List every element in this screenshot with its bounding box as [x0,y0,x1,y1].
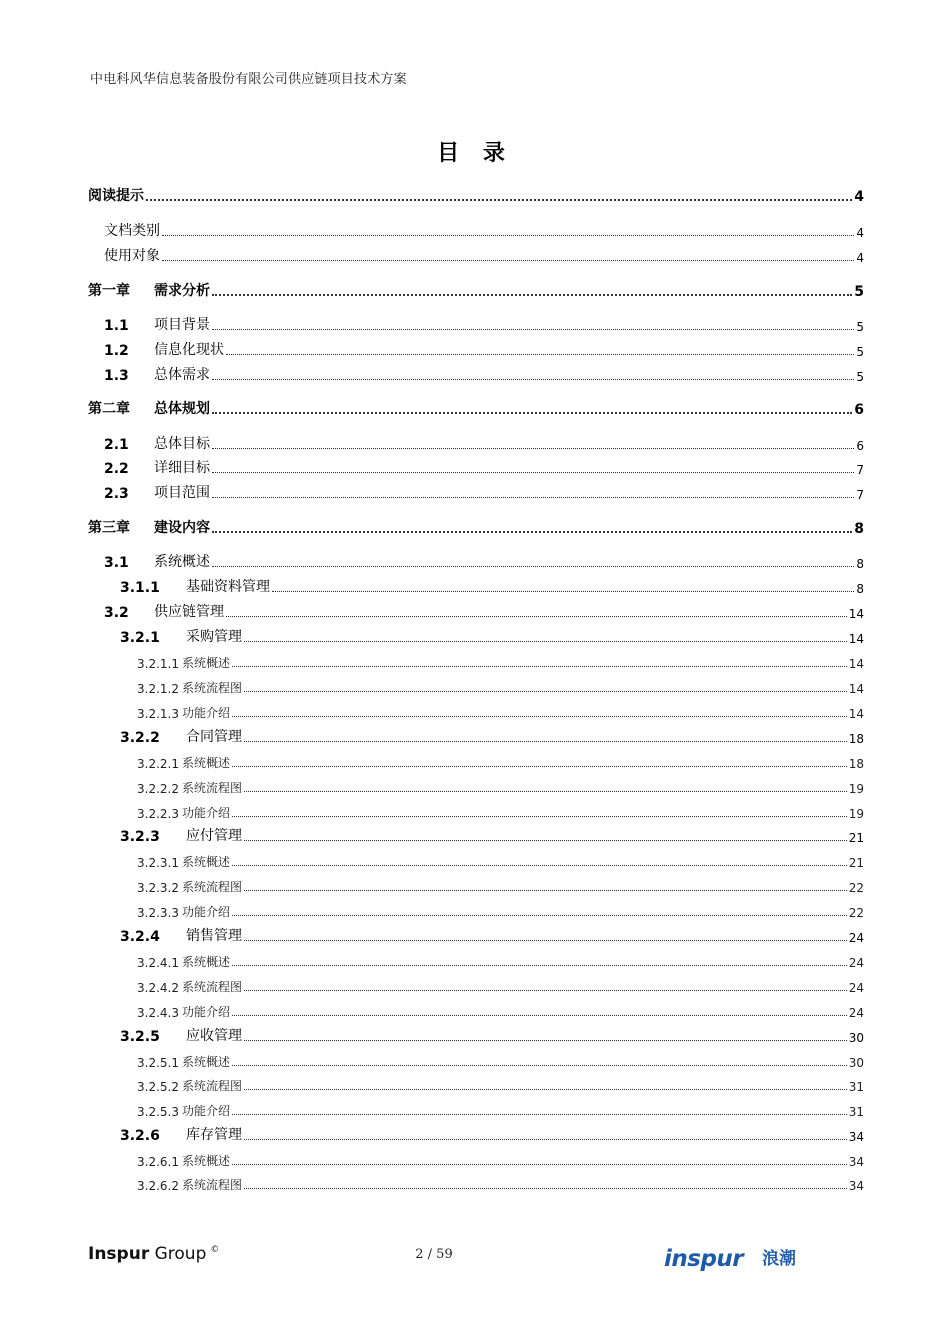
toc-dot-leader [244,940,847,941]
toc-dot-leader [244,990,847,991]
toc-dot-leader [272,591,854,592]
toc-entry-page: 19 [848,807,864,821]
toc-entry[interactable] [88,651,864,671]
toc-entry-number: 3.2.1.1 [137,657,179,671]
toc-dot-leader [146,199,852,201]
toc-entry[interactable] [88,339,864,359]
toc-entry-page: 7 [856,463,864,477]
toc-entry[interactable] [88,726,864,746]
toc-entry-title: 总体规划 [154,401,210,417]
logo-wordmark-latin: inspur [664,1246,744,1271]
toc-entry-title: 功能介绍 [181,806,230,820]
toc-entry[interactable] [88,1025,864,1045]
toc-entry-title: 项目背景 [154,317,210,333]
toc-entry-number: 1.2 [104,343,129,359]
toc-entry-page: 31 [848,1105,864,1119]
toc-entry-page: 30 [848,1056,864,1070]
toc-entry-number: 3.2.1 [120,630,160,646]
toc-dot-leader [232,915,847,916]
toc-entry-number: 3.2.4.3 [137,1006,179,1020]
footer-brand-bold: Inspur [88,1244,150,1264]
toc-entry-title: 基础资料管理 [186,579,270,595]
toc-entry-page: 7 [856,488,864,502]
toc-entry-title: 功能介绍 [181,1104,230,1118]
toc-dot-leader [232,1015,847,1016]
toc-dot-leader [232,965,847,966]
toc-entry-page: 14 [848,707,864,721]
toc-entry-number: 3.2.3.2 [137,881,179,895]
toc-entry[interactable] [88,551,864,571]
toc-entry[interactable] [88,601,864,621]
toc-entry[interactable] [88,925,864,945]
toc-entry-number: 3.1 [104,555,129,571]
toc-entry[interactable] [88,482,864,502]
toc-dot-leader [212,412,852,414]
toc-entry-number: 3.2.5 [120,1029,160,1045]
toc-entry[interactable] [88,776,864,796]
toc-dot-leader [232,865,847,866]
toc-dot-leader [162,260,854,261]
toc-entry-page: 6 [854,402,864,418]
toc-entry-title: 库存管理 [186,1127,242,1143]
toc-entry-title: 总体需求 [154,367,210,383]
toc-entry[interactable] [88,626,864,646]
toc-entry-number: 3.2.4.2 [137,981,179,995]
toc-entry[interactable] [88,751,864,771]
toc-entry-page: 18 [848,757,864,771]
toc-entry-title: 建设内容 [154,520,210,536]
toc-entry[interactable] [88,1149,864,1169]
toc-entry-number: 3.2.6.1 [137,1155,179,1169]
toc-dot-leader [244,1089,847,1090]
toc-entry-page: 14 [848,607,864,621]
toc-dot-leader [232,766,847,767]
toc-entry-page: 18 [848,732,864,746]
toc-entry-number: 3.1.1 [120,580,160,596]
toc-entry-page: 24 [848,931,864,945]
toc-entry-number: 2.1 [104,437,129,453]
toc-entry-page: 34 [848,1179,864,1193]
toc-dot-leader [212,472,854,473]
toc-entry-page: 8 [854,521,864,537]
toc-entry[interactable] [88,314,864,334]
toc-entry-page: 14 [848,682,864,696]
toc-entry-title: 系统概述 [181,1154,230,1168]
toc-entry-page: 21 [848,856,864,870]
toc-entry-number: 3.2.5.3 [137,1105,179,1119]
toc-entry[interactable] [88,1124,864,1144]
toc-dot-leader [232,1114,847,1115]
toc-entry-title: 功能介绍 [181,1005,230,1019]
toc-entry-page: 5 [856,345,864,359]
toc-entry-title: 信息化现状 [154,342,224,358]
toc-entry-number: 第二章 [88,401,130,417]
toc-entry-number: 3.2.1.3 [137,707,179,721]
toc-entry[interactable] [88,850,864,870]
toc-entry-page: 8 [856,557,864,571]
toc-entry-title: 合同管理 [186,729,242,745]
toc-dot-leader [226,354,854,355]
toc-entry[interactable] [88,801,864,821]
toc-entry-title: 项目范围 [154,485,210,501]
toc-entry-page: 22 [848,881,864,895]
toc-entry-number: 3.2.1.2 [137,682,179,696]
toc-title: 目 录 [437,140,513,166]
toc-entry[interactable] [88,1000,864,1020]
toc-dot-leader [212,379,854,380]
toc-dot-leader [244,1139,847,1140]
toc-entry[interactable] [88,364,864,384]
toc-entry-title: 功能介绍 [181,706,230,720]
toc-entry-number: 3.2.3.3 [137,906,179,920]
toc-entry-number: 3.2.2.3 [137,807,179,821]
toc-entry-title: 系统流程图 [181,781,242,795]
toc-entry[interactable] [88,185,864,205]
toc-entry[interactable] [88,433,864,453]
toc-entry-number: 3.2 [104,605,129,621]
toc-dot-leader [212,294,852,296]
toc-dot-leader [244,791,847,792]
toc-entry-title: 使用对象 [104,248,160,264]
copyright-mark: © [210,1245,220,1256]
running-header: 中电科风华信息装备股份有限公司供应链项目技术方案 [90,72,407,87]
toc-dot-leader [162,235,854,236]
toc-entry-number: 第三章 [88,520,130,536]
toc-entry-page: 4 [856,251,864,265]
toc-entry[interactable] [88,875,864,895]
toc-entry-title: 系统流程图 [181,980,242,994]
toc-entry-page: 4 [856,226,864,240]
toc-entry-title: 系统概述 [154,554,210,570]
toc-entry-page: 14 [848,657,864,671]
toc-entry-number: 2.2 [104,461,129,477]
toc-entry-number: 3.2.2 [120,730,160,746]
toc-entry-title: 功能介绍 [181,905,230,919]
toc-dot-leader [244,1040,847,1041]
toc-entry-number: 3.2.4.1 [137,956,179,970]
toc-entry-number: 3.2.2.1 [137,757,179,771]
toc-entry[interactable] [88,280,864,300]
toc-entry-page: 4 [854,189,864,205]
toc-entry-title: 系统概述 [181,1055,230,1069]
toc-dot-leader [244,840,847,841]
toc-entry-title: 系统流程图 [181,880,242,894]
toc-entry-page: 34 [848,1130,864,1144]
toc-entry-title: 需求分析 [154,283,210,299]
toc-entry-page: 24 [848,956,864,970]
toc-entry[interactable] [88,1099,864,1119]
toc-dot-leader [212,566,854,567]
toc-entry[interactable] [88,900,864,920]
toc-entry-number: 3.2.5.1 [137,1056,179,1070]
toc-dot-leader [244,641,847,642]
toc-entry[interactable] [88,701,864,721]
toc-entry-title: 系统流程图 [181,681,242,695]
toc-entry-page: 5 [856,370,864,384]
toc-entry-page: 30 [848,1031,864,1045]
toc-entry[interactable] [88,517,864,537]
toc-entry[interactable] [88,825,864,845]
toc-entry-title: 详细目标 [154,460,210,476]
toc-entry-title: 系统流程图 [181,1178,242,1192]
toc-entry-page: 31 [848,1080,864,1094]
toc-entry-title: 采购管理 [186,629,242,645]
toc-dot-leader [232,816,847,817]
toc-entry-title: 阅读提示 [88,188,144,204]
toc-entry-title: 系统概述 [181,656,230,670]
toc-entry-title: 系统概述 [181,756,230,770]
toc-entry-page: 24 [848,1006,864,1020]
toc-entry[interactable] [88,1173,864,1193]
toc-entry-number: 3.2.3 [120,829,160,845]
toc-entry[interactable] [88,975,864,995]
toc-entry[interactable] [88,457,864,477]
toc-dot-leader [244,890,847,891]
toc-entry[interactable] [88,950,864,970]
toc-dot-leader [232,1065,847,1066]
toc-dot-leader [244,1188,847,1189]
toc-dot-leader [212,329,854,330]
toc-entry-number: 3.2.2.2 [137,782,179,796]
toc-entry-title: 应付管理 [186,828,242,844]
toc-dot-leader [244,691,847,692]
toc-entry-title: 文档类别 [104,223,160,239]
toc-entry-title: 系统概述 [181,855,230,869]
toc-entry-title: 销售管理 [186,928,242,944]
toc-entry-number: 第一章 [88,283,130,299]
toc-dot-leader [244,741,847,742]
toc-entry-page: 6 [856,439,864,453]
toc-dot-leader [212,448,854,449]
toc-entry-number: 3.2.6 [120,1128,160,1144]
toc-entry-title: 供应链管理 [154,604,224,620]
toc-entry-number: 1.1 [104,318,129,334]
toc-entry-number: 3.2.3.1 [137,856,179,870]
toc-entry-page: 5 [854,284,864,300]
toc-entry-page: 24 [848,981,864,995]
toc-entry-title: 系统概述 [181,955,230,969]
toc-entry-page: 14 [848,632,864,646]
toc-entry-page: 34 [848,1155,864,1169]
footer-brand-rest: Group [149,1244,207,1264]
toc-entry-page: 21 [848,831,864,845]
toc-entry[interactable] [88,245,864,265]
toc-entry-page: 5 [856,320,864,334]
toc-entry-number: 3.2.5.2 [137,1080,179,1094]
toc-entry[interactable] [88,1074,864,1094]
toc-entry-number: 3.2.4 [120,929,160,945]
toc-entry-title: 系统流程图 [181,1079,242,1093]
toc-entry-title: 总体目标 [154,436,210,452]
toc-entry[interactable] [88,576,864,596]
toc-dot-leader [212,497,854,498]
toc-dot-leader [232,716,847,717]
inspur-logo [664,1243,804,1271]
toc-entry[interactable] [88,1050,864,1070]
toc-entry-page: 22 [848,906,864,920]
toc-entry-number: 2.3 [104,486,129,502]
toc-dot-leader [232,1164,847,1165]
table-of-contents [88,0,864,1344]
toc-dot-leader [212,531,852,533]
toc-dot-leader [232,666,847,667]
logo-wordmark-cjk: 浪潮 [762,1249,796,1269]
toc-entry[interactable] [88,676,864,696]
toc-entry-page: 19 [848,782,864,796]
toc-entry[interactable] [88,398,864,418]
toc-entry-number: 3.2.6.2 [137,1179,179,1193]
toc-entry-number: 1.3 [104,368,129,384]
toc-entry-page: 8 [856,582,864,596]
toc-entry[interactable] [88,220,864,240]
toc-entry-title: 应收管理 [186,1028,242,1044]
page-indicator: 2 / 59 [415,1247,453,1262]
toc-dot-leader [226,616,847,617]
